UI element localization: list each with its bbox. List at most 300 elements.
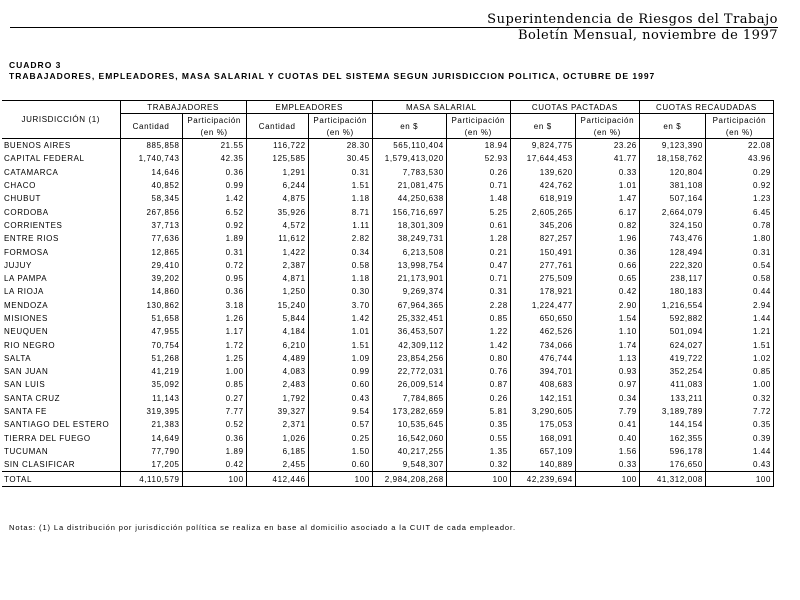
cell-masa-part: 1.42: [446, 338, 510, 351]
table-row: [2, 272, 774, 285]
table-row: [2, 458, 774, 472]
cell-rec-pesos: 176,650: [639, 458, 705, 472]
cell-emp-cantidad: 6,244: [246, 179, 308, 192]
col-masa-part: Participación: [446, 114, 510, 127]
cell-jurisdiction: CHUBUT: [4, 194, 41, 204]
cell-jurisdiction: BUENOS AIRES: [4, 141, 71, 151]
cell-rec-part: 0.54: [705, 259, 773, 272]
cell-emp-part: 1.42: [308, 312, 372, 325]
cell-trab-cantidad: 885,858: [120, 139, 182, 153]
cell-pact-pesos: 345,206: [510, 219, 575, 232]
cell-masa-part: 0.26: [446, 392, 510, 405]
cell-masa-pesos: 7,783,530: [372, 166, 446, 179]
cell-jurisdiction: NEUQUEN: [4, 327, 49, 337]
cell-trab-part: 1.25: [182, 352, 246, 365]
cell-pact-part: 7.79: [575, 405, 639, 418]
cell-masa-pesos: 40,217,255: [372, 445, 446, 458]
cell-rec-pesos: 9,123,390: [639, 139, 705, 153]
group-header-cuotas-recaudadas: CUOTAS RECAUDADAS: [639, 101, 773, 114]
cell-emp-part: 28.30: [308, 139, 372, 153]
cell-emp-cantidad: 116,722: [246, 139, 308, 153]
cell-masa-pesos: 9,269,374: [372, 285, 446, 298]
cell-pact-pesos: 650,650: [510, 312, 575, 325]
cell-rec-pesos: 1,216,554: [639, 299, 705, 312]
cell-masa-pesos: 18,301,309: [372, 219, 446, 232]
cell-pact-part: 0.36: [575, 245, 639, 258]
cell-trab-cantidad: 14,649: [120, 432, 182, 445]
table-row: [2, 392, 774, 405]
cell-rec-part: 0.32: [705, 392, 773, 405]
cell-trab-part: 0.31: [182, 245, 246, 258]
cell-rec-pesos: 411,083: [639, 378, 705, 391]
cell-pact-pesos: 142,151: [510, 392, 575, 405]
cell-emp-part: 1.11: [308, 219, 372, 232]
cell-rec-pesos: 3,189,789: [639, 405, 705, 418]
total-row: [2, 472, 774, 486]
cell-trab-cantidad: 37,713: [120, 219, 182, 232]
cell-rec-pesos: 180,183: [639, 285, 705, 298]
cell-rec-part: 1.21: [705, 325, 773, 338]
cell-rec-part: 1.44: [705, 312, 773, 325]
col-trab-part-unit: (en %): [182, 126, 246, 139]
cell-emp-part: 1.01: [308, 325, 372, 338]
cell-trab-cantidad: 21,383: [120, 418, 182, 431]
cell-masa-part: 0.21: [446, 245, 510, 258]
cell-pact-part: 0.97: [575, 378, 639, 391]
cell-trab-part: 0.72: [182, 259, 246, 272]
cell-pact-part: 0.42: [575, 285, 639, 298]
cell-trab-part: 6.52: [182, 205, 246, 218]
cell-emp-part: 0.60: [308, 458, 372, 472]
cell-masa-part: 0.61: [446, 219, 510, 232]
cell-jurisdiction: CAPITAL FEDERAL: [4, 154, 85, 164]
cell-emp-part: 2.82: [308, 232, 372, 245]
cell-jurisdiction: TOTAL: [2, 472, 120, 486]
table-row: [2, 152, 774, 165]
cell-pact-pesos: 178,921: [510, 285, 575, 298]
group-header-masa-salarial: MASA SALARIAL: [372, 101, 510, 114]
header-agency: Superintendencia de Riesgos del Trabajo: [487, 12, 778, 27]
cell-trab-cantidad: 14,860: [120, 285, 182, 298]
cell-rec-pesos: 41,312,008: [639, 472, 705, 486]
cell-trab-part: 7.77: [182, 405, 246, 418]
table-row: [2, 405, 774, 418]
cell-trab-cantidad: 77,636: [120, 232, 182, 245]
group-header-trabajadores: TRABAJADORES: [120, 101, 246, 114]
cell-jurisdiction: JUJUY: [4, 260, 32, 270]
cell-pact-pesos: 734,066: [510, 338, 575, 351]
cell-masa-part: 0.31: [446, 285, 510, 298]
cell-emp-part: 0.43: [308, 392, 372, 405]
cell-trab-part: 0.36: [182, 166, 246, 179]
cell-rec-pesos: 419,722: [639, 352, 705, 365]
cell-trab-cantidad: 58,345: [120, 192, 182, 205]
cell-rec-part: 0.58: [705, 272, 773, 285]
cell-emp-cantidad: 5,844: [246, 312, 308, 325]
cell-rec-pesos: 381,108: [639, 179, 705, 192]
cell-rec-part: 1.00: [705, 378, 773, 391]
cell-pact-part: 0.40: [575, 432, 639, 445]
cell-emp-part: 1.09: [308, 352, 372, 365]
table-row: [2, 365, 774, 378]
cell-rec-pesos: 162,355: [639, 432, 705, 445]
cell-masa-part: 0.55: [446, 432, 510, 445]
cell-masa-part: 1.48: [446, 192, 510, 205]
table-row: [2, 219, 774, 232]
cell-trab-part: 1.42: [182, 192, 246, 205]
cell-trab-part: 100: [182, 472, 246, 486]
cell-rec-part: 0.31: [705, 245, 773, 258]
cell-emp-part: 1.50: [308, 445, 372, 458]
cell-trab-cantidad: 77,790: [120, 445, 182, 458]
cell-masa-pesos: 2,984,208,268: [372, 472, 446, 486]
cell-emp-cantidad: 6,185: [246, 445, 308, 458]
cell-rec-pesos: 144,154: [639, 418, 705, 431]
cell-rec-part: 1.80: [705, 232, 773, 245]
cell-jurisdiction: SAN JUAN: [4, 367, 49, 377]
col-rec-part: Participación: [705, 114, 773, 127]
cell-trab-cantidad: 130,862: [120, 299, 182, 312]
cell-pact-pesos: 150,491: [510, 245, 575, 258]
cell-jurisdiction: CATAMARCA: [4, 167, 59, 177]
cell-pact-part: 41.77: [575, 152, 639, 165]
cell-emp-part: 0.25: [308, 432, 372, 445]
cell-masa-pesos: 38,249,731: [372, 232, 446, 245]
header-divider: [10, 27, 778, 28]
cell-emp-cantidad: 4,871: [246, 272, 308, 285]
cell-rec-part: 1.02: [705, 352, 773, 365]
cell-emp-part: 1.18: [308, 192, 372, 205]
cell-rec-part: 6.45: [705, 205, 773, 218]
cell-masa-pesos: 16,542,060: [372, 432, 446, 445]
cell-jurisdiction: FORMOSA: [4, 247, 49, 257]
cell-emp-part: 100: [308, 472, 372, 486]
cell-pact-pesos: 17,644,453: [510, 152, 575, 165]
cell-masa-part: 1.28: [446, 232, 510, 245]
table-row: [2, 432, 774, 445]
cell-masa-pesos: 23,854,256: [372, 352, 446, 365]
table-row: [2, 192, 774, 205]
cell-trab-cantidad: 70,754: [120, 338, 182, 351]
table-row: [2, 445, 774, 458]
cell-pact-pesos: 394,701: [510, 365, 575, 378]
cell-masa-part: 2.28: [446, 299, 510, 312]
cell-pact-pesos: 827,257: [510, 232, 575, 245]
cell-masa-part: 0.76: [446, 365, 510, 378]
cell-trab-cantidad: 41,219: [120, 365, 182, 378]
cell-pact-part: 1.96: [575, 232, 639, 245]
jurisdiction-table: [2, 100, 774, 487]
cell-trab-cantidad: 35,092: [120, 378, 182, 391]
cell-masa-pesos: 22,772,031: [372, 365, 446, 378]
col-pact-part-unit: (en %): [575, 126, 639, 139]
jurisdiction-column-header: JURISDICCIÓN (1): [2, 101, 120, 139]
cell-pact-pesos: 476,744: [510, 352, 575, 365]
cell-rec-part: 1.51: [705, 338, 773, 351]
cell-rec-pesos: 624,027: [639, 338, 705, 351]
cell-emp-cantidad: 1,291: [246, 166, 308, 179]
cell-rec-pesos: 743,476: [639, 232, 705, 245]
cell-rec-part: 0.43: [705, 458, 773, 472]
cell-rec-pesos: 238,117: [639, 272, 705, 285]
cell-masa-part: 0.35: [446, 418, 510, 431]
cell-trab-cantidad: 4,110,579: [120, 472, 182, 486]
cell-rec-pesos: 120,804: [639, 166, 705, 179]
cell-emp-cantidad: 4,184: [246, 325, 308, 338]
cell-emp-cantidad: 35,926: [246, 205, 308, 218]
cell-emp-cantidad: 4,083: [246, 365, 308, 378]
cell-trab-part: 21.55: [182, 139, 246, 153]
cell-rec-part: 0.44: [705, 285, 773, 298]
table-row: [2, 179, 774, 192]
table-row: [2, 285, 774, 298]
cell-rec-pesos: 501,094: [639, 325, 705, 338]
cell-trab-part: 0.42: [182, 458, 246, 472]
cell-jurisdiction: MENDOZA: [4, 300, 49, 310]
group-header-cuotas-pactadas: CUOTAS PACTADAS: [510, 101, 639, 114]
cuadro-title: TRABAJADORES, EMPLEADORES, MASA SALARIAL Y CUOTAS DEL SISTEMA SEGUN JURISDICCION POLITICA, OCTUBRE DE 1997: [9, 71, 656, 81]
col-emp-part: Participación: [308, 114, 372, 127]
col-emp-cantidad: Cantidad: [246, 114, 308, 139]
cell-jurisdiction: LA RIOJA: [4, 287, 44, 297]
cell-pact-pesos: 1,224,477: [510, 299, 575, 312]
cell-pact-pesos: 462,526: [510, 325, 575, 338]
cell-emp-cantidad: 39,327: [246, 405, 308, 418]
cell-masa-part: 0.26: [446, 166, 510, 179]
cell-rec-part: 1.44: [705, 445, 773, 458]
cell-pact-pesos: 275,509: [510, 272, 575, 285]
cell-trab-part: 0.36: [182, 285, 246, 298]
cell-masa-pesos: 1,579,413,020: [372, 152, 446, 165]
cell-masa-part: 5.25: [446, 205, 510, 218]
cell-emp-cantidad: 4,875: [246, 192, 308, 205]
cell-rec-pesos: 222,320: [639, 259, 705, 272]
cell-masa-pesos: 565,110,404: [372, 139, 446, 153]
cell-emp-part: 0.30: [308, 285, 372, 298]
cell-masa-pesos: 67,964,365: [372, 299, 446, 312]
cuadro-number: CUADRO 3: [9, 60, 62, 70]
cell-emp-part: 30.45: [308, 152, 372, 165]
cell-trab-cantidad: 17,205: [120, 458, 182, 472]
cell-pact-part: 1.10: [575, 325, 639, 338]
cell-rec-pesos: 324,150: [639, 219, 705, 232]
cell-masa-part: 18.94: [446, 139, 510, 153]
cell-emp-cantidad: 2,387: [246, 259, 308, 272]
cell-pact-part: 100: [575, 472, 639, 486]
cell-masa-pesos: 44,250,638: [372, 192, 446, 205]
cell-trab-part: 0.27: [182, 392, 246, 405]
cell-masa-pesos: 10,535,645: [372, 418, 446, 431]
table-caption: [9, 60, 655, 82]
cell-pact-part: 0.34: [575, 392, 639, 405]
cell-pact-part: 1.13: [575, 352, 639, 365]
cell-masa-pesos: 26,009,514: [372, 378, 446, 391]
cell-pact-part: 1.54: [575, 312, 639, 325]
cell-jurisdiction: TIERRA DEL FUEGO: [4, 433, 91, 443]
cell-masa-part: 0.85: [446, 312, 510, 325]
cell-emp-part: 1.51: [308, 338, 372, 351]
cell-emp-part: 8.71: [308, 205, 372, 218]
cell-emp-cantidad: 15,240: [246, 299, 308, 312]
col-masa-part-unit: (en %): [446, 126, 510, 139]
cell-pact-part: 1.74: [575, 338, 639, 351]
table-row: [2, 139, 774, 153]
cell-emp-cantidad: 6,210: [246, 338, 308, 351]
cell-trab-cantidad: 51,658: [120, 312, 182, 325]
cell-masa-part: 0.80: [446, 352, 510, 365]
cell-jurisdiction: MISIONES: [4, 314, 48, 323]
report-header: [487, 12, 778, 44]
cell-emp-part: 1.51: [308, 179, 372, 192]
cell-pact-part: 0.65: [575, 272, 639, 285]
cell-masa-part: 1.35: [446, 445, 510, 458]
cell-pact-pesos: 3,290,605: [510, 405, 575, 418]
cell-pact-part: 0.93: [575, 365, 639, 378]
col-pact-pesos: en $: [510, 114, 575, 139]
cell-rec-part: 1.23: [705, 192, 773, 205]
cell-masa-pesos: 25,332,451: [372, 312, 446, 325]
cell-emp-cantidad: 1,026: [246, 432, 308, 445]
cell-pact-pesos: 139,620: [510, 166, 575, 179]
cell-rec-part: 0.39: [705, 432, 773, 445]
cell-rec-pesos: 128,494: [639, 245, 705, 258]
col-pact-part: Participación: [575, 114, 639, 127]
cell-trab-part: 0.36: [182, 432, 246, 445]
cell-pact-part: 0.33: [575, 458, 639, 472]
cell-emp-cantidad: 412,446: [246, 472, 308, 486]
col-rec-pesos: en $: [639, 114, 705, 139]
cell-trab-cantidad: 51,268: [120, 352, 182, 365]
cell-trab-part: 0.99: [182, 179, 246, 192]
cell-pact-pesos: 175,053: [510, 418, 575, 431]
cell-emp-part: 0.99: [308, 365, 372, 378]
cell-jurisdiction: CORRIENTES: [4, 220, 63, 230]
cell-trab-part: 3.18: [182, 299, 246, 312]
cell-masa-pesos: 156,716,697: [372, 205, 446, 218]
cell-emp-cantidad: 11,612: [246, 232, 308, 245]
col-trab-part: Participación: [182, 114, 246, 127]
cell-rec-part: 100: [705, 472, 773, 486]
cell-trab-part: 42.35: [182, 152, 246, 165]
cell-pact-pesos: 42,239,694: [510, 472, 575, 486]
cell-pact-pesos: 277,761: [510, 259, 575, 272]
cell-emp-cantidad: 1,422: [246, 245, 308, 258]
cell-pact-part: 0.41: [575, 418, 639, 431]
cell-pact-pesos: 140,889: [510, 458, 575, 472]
table-row: [2, 325, 774, 338]
cell-masa-pesos: 9,548,307: [372, 458, 446, 472]
cell-pact-pesos: 2,605,265: [510, 205, 575, 218]
cell-pact-part: 1.56: [575, 445, 639, 458]
col-emp-part-unit: (en %): [308, 126, 372, 139]
col-masa-pesos: en $: [372, 114, 446, 139]
cell-jurisdiction: LA PAMPA: [4, 274, 48, 284]
table-row: [2, 299, 774, 312]
cell-pact-part: 6.17: [575, 205, 639, 218]
cell-masa-part: 0.87: [446, 378, 510, 391]
cell-pact-part: 1.47: [575, 192, 639, 205]
cell-trab-cantidad: 47,955: [120, 325, 182, 338]
cell-emp-cantidad: 125,585: [246, 152, 308, 165]
cell-pact-pesos: 408,683: [510, 378, 575, 391]
cell-trab-cantidad: 1,740,743: [120, 152, 182, 165]
table-row: [2, 418, 774, 431]
cell-rec-pesos: 507,164: [639, 192, 705, 205]
cell-masa-pesos: 6,213,508: [372, 245, 446, 258]
cell-trab-cantidad: 40,852: [120, 179, 182, 192]
cell-pact-pesos: 657,109: [510, 445, 575, 458]
group-header-empleadores: EMPLEADORES: [246, 101, 372, 114]
cell-jurisdiction: ENTRE RIOS: [4, 234, 59, 244]
cell-masa-pesos: 13,998,754: [372, 259, 446, 272]
cell-emp-part: 0.60: [308, 378, 372, 391]
cell-emp-part: 3.70: [308, 299, 372, 312]
cell-pact-part: 0.66: [575, 259, 639, 272]
cell-rec-part: 22.08: [705, 139, 773, 153]
header-bulletin: Boletín Mensual, noviembre de 1997: [517, 28, 778, 43]
table-row: [2, 232, 774, 245]
cell-rec-pesos: 18,158,762: [639, 152, 705, 165]
cell-masa-part: 52.93: [446, 152, 510, 165]
cell-rec-part: 0.78: [705, 219, 773, 232]
cell-jurisdiction: SIN CLASIFICAR: [4, 460, 76, 470]
col-trab-cantidad: Cantidad: [120, 114, 182, 139]
cell-emp-part: 0.34: [308, 245, 372, 258]
cell-jurisdiction: SALTA: [4, 353, 32, 363]
cell-emp-cantidad: 2,455: [246, 458, 308, 472]
cell-masa-part: 0.71: [446, 272, 510, 285]
cell-trab-part: 1.89: [182, 445, 246, 458]
cell-trab-part: 1.72: [182, 338, 246, 351]
cell-trab-cantidad: 29,410: [120, 259, 182, 272]
cell-rec-pesos: 133,211: [639, 392, 705, 405]
cell-masa-pesos: 21,081,475: [372, 179, 446, 192]
cell-rec-part: 0.35: [705, 418, 773, 431]
cell-rec-part: 0.85: [705, 365, 773, 378]
cell-jurisdiction: TUCUMAN: [4, 446, 49, 456]
cell-rec-part: 0.92: [705, 179, 773, 192]
cell-masa-pesos: 42,309,112: [372, 338, 446, 351]
cell-masa-pesos: 173,282,659: [372, 405, 446, 418]
table-row: [2, 312, 774, 325]
cell-pact-part: 23.26: [575, 139, 639, 153]
cell-pact-part: 0.82: [575, 219, 639, 232]
cell-pact-part: 0.33: [575, 166, 639, 179]
cell-trab-part: 1.26: [182, 312, 246, 325]
cell-trab-cantidad: 267,856: [120, 205, 182, 218]
table-row: [2, 245, 774, 258]
cell-trab-part: 1.89: [182, 232, 246, 245]
col-rec-part-unit: (en %): [705, 126, 773, 139]
cell-masa-part: 0.32: [446, 458, 510, 472]
cell-rec-pesos: 2,664,079: [639, 205, 705, 218]
cell-pact-pesos: 424,762: [510, 179, 575, 192]
cell-jurisdiction: SANTIAGO DEL ESTERO: [4, 420, 110, 430]
cell-masa-part: 5.81: [446, 405, 510, 418]
cell-rec-part: 0.29: [705, 166, 773, 179]
cell-rec-pesos: 596,178: [639, 445, 705, 458]
table-row: [2, 338, 774, 351]
cell-pact-part: 1.01: [575, 179, 639, 192]
cell-masa-part: 0.71: [446, 179, 510, 192]
cell-jurisdiction: SANTA FE: [4, 407, 47, 417]
cell-trab-part: 0.92: [182, 219, 246, 232]
cell-pact-pesos: 168,091: [510, 432, 575, 445]
cell-emp-part: 0.57: [308, 418, 372, 431]
cell-trab-cantidad: 319,395: [120, 405, 182, 418]
cell-masa-part: 1.22: [446, 325, 510, 338]
cell-trab-part: 1.00: [182, 365, 246, 378]
